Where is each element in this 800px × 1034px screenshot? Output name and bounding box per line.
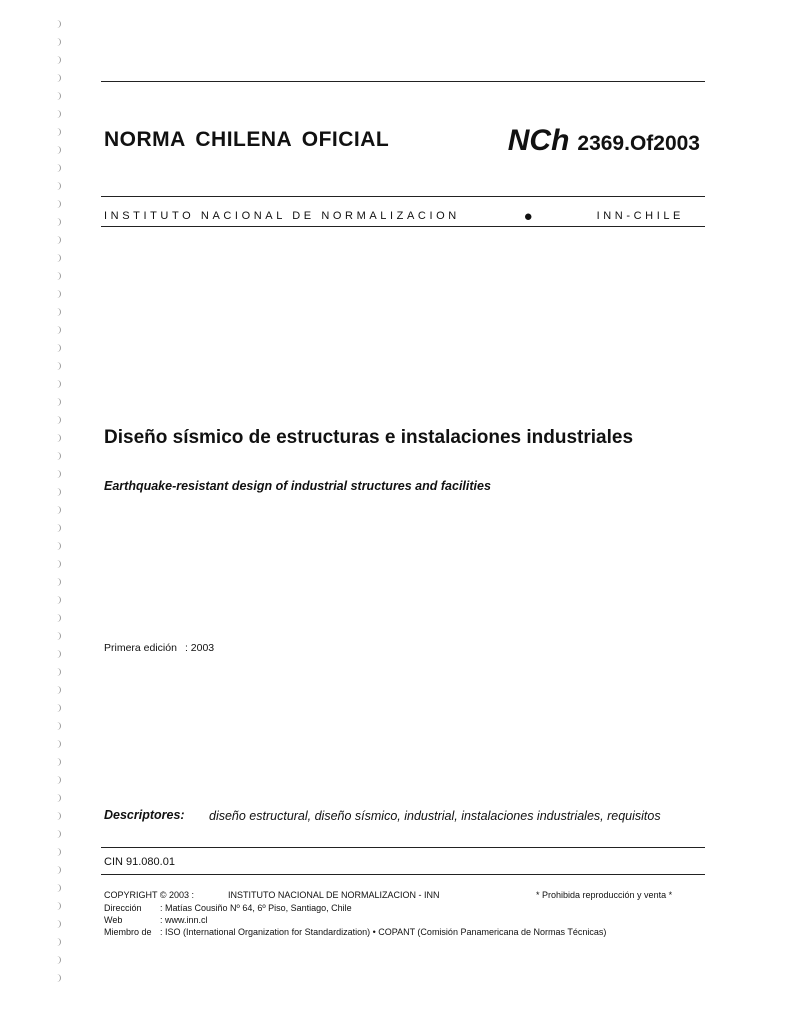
document-title: Diseño sísmico de estructuras e instalaciones industriales (104, 427, 634, 448)
binder-hole (56, 344, 61, 352)
binder-hole (56, 956, 61, 964)
binder-hole (56, 110, 61, 118)
footer-rule (101, 874, 705, 875)
binder-hole (56, 290, 61, 298)
binder-hole (56, 866, 61, 874)
binder-hole (56, 200, 61, 208)
institute-line (104, 208, 684, 224)
binder-hole (56, 524, 61, 532)
binder-hole (56, 686, 61, 694)
footer-address (104, 903, 352, 913)
binder-hole (56, 920, 61, 928)
binder-hole (56, 452, 61, 460)
member-label: Miembro de (104, 927, 152, 937)
binder-hole (56, 596, 61, 604)
binder-hole (56, 938, 61, 946)
binder-hole (56, 560, 61, 568)
binder-hole (56, 380, 61, 388)
binder-hole (56, 614, 61, 622)
binder-hole (56, 650, 61, 658)
binder-hole (56, 740, 61, 748)
binder-hole (56, 506, 61, 514)
binder-hole (56, 722, 61, 730)
footer-notice: * Prohibida reproducción y venta * (536, 890, 673, 900)
edition-label: Primera edición (104, 642, 177, 654)
binder-hole (56, 272, 61, 280)
binder-hole (56, 182, 61, 190)
binder-hole (56, 38, 61, 46)
binder-hole (56, 488, 61, 496)
binder-hole (56, 758, 61, 766)
institute-short: INN-CHILE (596, 210, 684, 222)
institute-name: INSTITUTO NACIONAL DE NORMALIZACION (104, 210, 460, 222)
footer-member (104, 927, 606, 937)
binder-hole (56, 668, 61, 676)
binder-hole (56, 902, 61, 910)
member-value: : ISO (International Organization for Standardization) • COPANT (Comisión Panamericana de Normas Técnicas) (160, 927, 607, 937)
binder-hole (56, 218, 61, 226)
binder-hole (56, 794, 61, 802)
edition-value: : 2003 (184, 642, 215, 654)
binder-hole (56, 236, 61, 244)
institute-bottom-rule (101, 226, 705, 227)
binder-hole (56, 146, 61, 154)
binder-hole (56, 308, 61, 316)
header-title (104, 124, 704, 158)
binder-hole (56, 830, 61, 838)
binder-hole (56, 704, 61, 712)
descriptors-rule (101, 847, 705, 848)
descriptors-text: diseño estructural, diseño sísmico, industrial, instalaciones industriales, requisitos (209, 809, 661, 823)
binder-hole (56, 326, 61, 334)
binder-hole (56, 884, 61, 892)
top-rule (101, 81, 705, 82)
binder-hole (56, 578, 61, 586)
standard-label: NORMA CHILENA OFICIAL (104, 128, 390, 151)
classification-code: CIN 91.080.01 (104, 856, 175, 868)
binder-hole (56, 848, 61, 856)
binder-hole (56, 434, 61, 442)
binder-hole (56, 542, 61, 550)
binder-hole (56, 632, 61, 640)
standard-code (508, 124, 700, 158)
binder-hole (56, 416, 61, 424)
bullet-icon: ● (523, 207, 533, 225)
binder-hole (56, 362, 61, 370)
binder-hole (56, 470, 61, 478)
binder-hole (56, 398, 61, 406)
descriptors-label: Descriptores: (104, 808, 185, 822)
copyright-label: COPYRIGHT © 2003 : (104, 890, 194, 900)
footer-web (104, 915, 208, 925)
edition-line (104, 642, 214, 654)
binder-hole (56, 254, 61, 262)
binder-hole (56, 92, 61, 100)
binder-hole (56, 74, 61, 82)
code-prefix: NCh (507, 124, 570, 157)
binder-holes (52, 20, 66, 1000)
copyright-value: INSTITUTO NACIONAL DE NORMALIZACION - INN (228, 890, 440, 900)
code-number: 2369.Of2003 (577, 132, 700, 155)
binder-hole (56, 812, 61, 820)
document-subtitle: Earthquake-resistant design of industrial structures and facilities (104, 479, 491, 493)
binder-hole (56, 128, 61, 136)
address-label: Dirección (104, 903, 142, 913)
binder-hole (56, 974, 61, 982)
institute-top-rule (101, 196, 705, 197)
web-label: Web (104, 915, 123, 925)
address-value: : Matías Cousiño Nº 64, 6º Piso, Santiago, Chile (160, 903, 352, 913)
web-value: : www.inn.cl (160, 915, 208, 925)
binder-hole (56, 776, 61, 784)
binder-hole (56, 20, 61, 28)
footer-copyright (104, 890, 440, 900)
binder-hole (56, 164, 61, 172)
binder-hole (56, 56, 61, 64)
